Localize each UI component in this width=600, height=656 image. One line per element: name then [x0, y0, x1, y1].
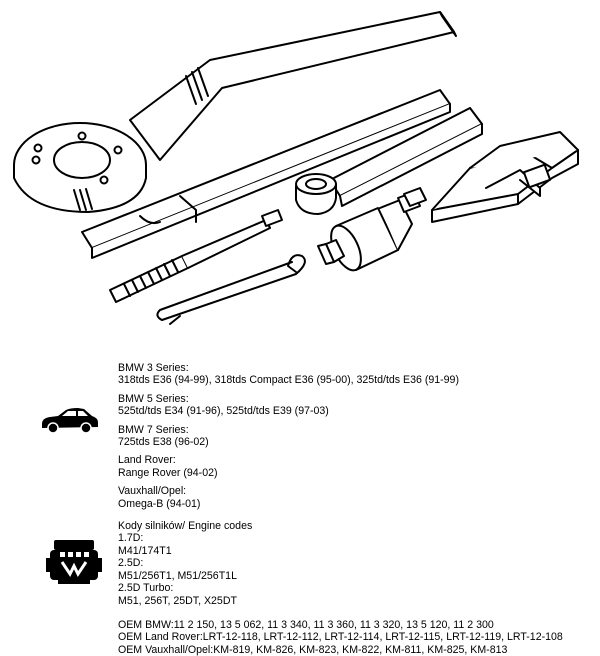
oem-numbers [118, 619, 596, 656]
engine-group-codes: M51, 256T, 25DT, X25DT [118, 594, 237, 607]
make-label: BMW 3 Series: [118, 362, 189, 374]
make-label: Vauxhall/Opel: [118, 485, 187, 498]
application-bmw-5 [118, 393, 596, 418]
model-list: 525td/tds E34 (91-96), 525td/tds E39 (97-03) [118, 405, 329, 418]
engine-group-label: 2.5D Turbo: [118, 582, 174, 595]
application-vauxhall-opel [118, 485, 596, 510]
make-label: BMW 7 Series: [118, 423, 189, 436]
model-list: 318tds E36 (94-99), 318tds Compact E36 (95-00), 325td/tds E36 (91-99) [118, 374, 459, 387]
application-bmw-7 [118, 424, 596, 449]
bushing [296, 174, 336, 214]
engine-group-codes: M41/174T1 [118, 544, 172, 557]
oem-vauxhall-opel: OEM Vauxhall/Opel:KM-819, KM-826, KM-823, KM-822, KM-811, KM-825, KM-813 [118, 643, 508, 656]
engine-icon [46, 536, 102, 586]
application-land-rover [118, 454, 596, 479]
engine-codes [118, 520, 596, 607]
model-list: Range Rover (94-02) [118, 466, 218, 479]
engine-group-label: 1.7D: [118, 532, 144, 545]
car-icon [38, 402, 100, 436]
engine-group-codes: M51/256T1, M51/256T1L [118, 569, 237, 582]
model-list: Omega-B (94-01) [118, 497, 201, 510]
make-label: BMW 5 Series: [118, 392, 189, 405]
engine-group-label: 2.5D: [118, 557, 144, 570]
oem-land-rover: OEM Land Rover:LRT-12-118, LRT-12-112, LRT-12-114, LRT-12-115, LRT-12-119, LRT-12-108 [118, 631, 563, 644]
model-list: 725tds E38 (96-02) [118, 436, 209, 449]
application-list [118, 362, 596, 656]
make-label: Land Rover: [118, 454, 176, 467]
application-bmw-3 [118, 362, 596, 387]
engine-codes-heading: Kody silników/ Engine codes [118, 520, 253, 533]
oem-bmw: OEM BMW:11 2 150, 13 5 062, 11 3 340, 11 3 360, 11 3 320, 13 5 120, 11 2 300 [118, 618, 494, 631]
